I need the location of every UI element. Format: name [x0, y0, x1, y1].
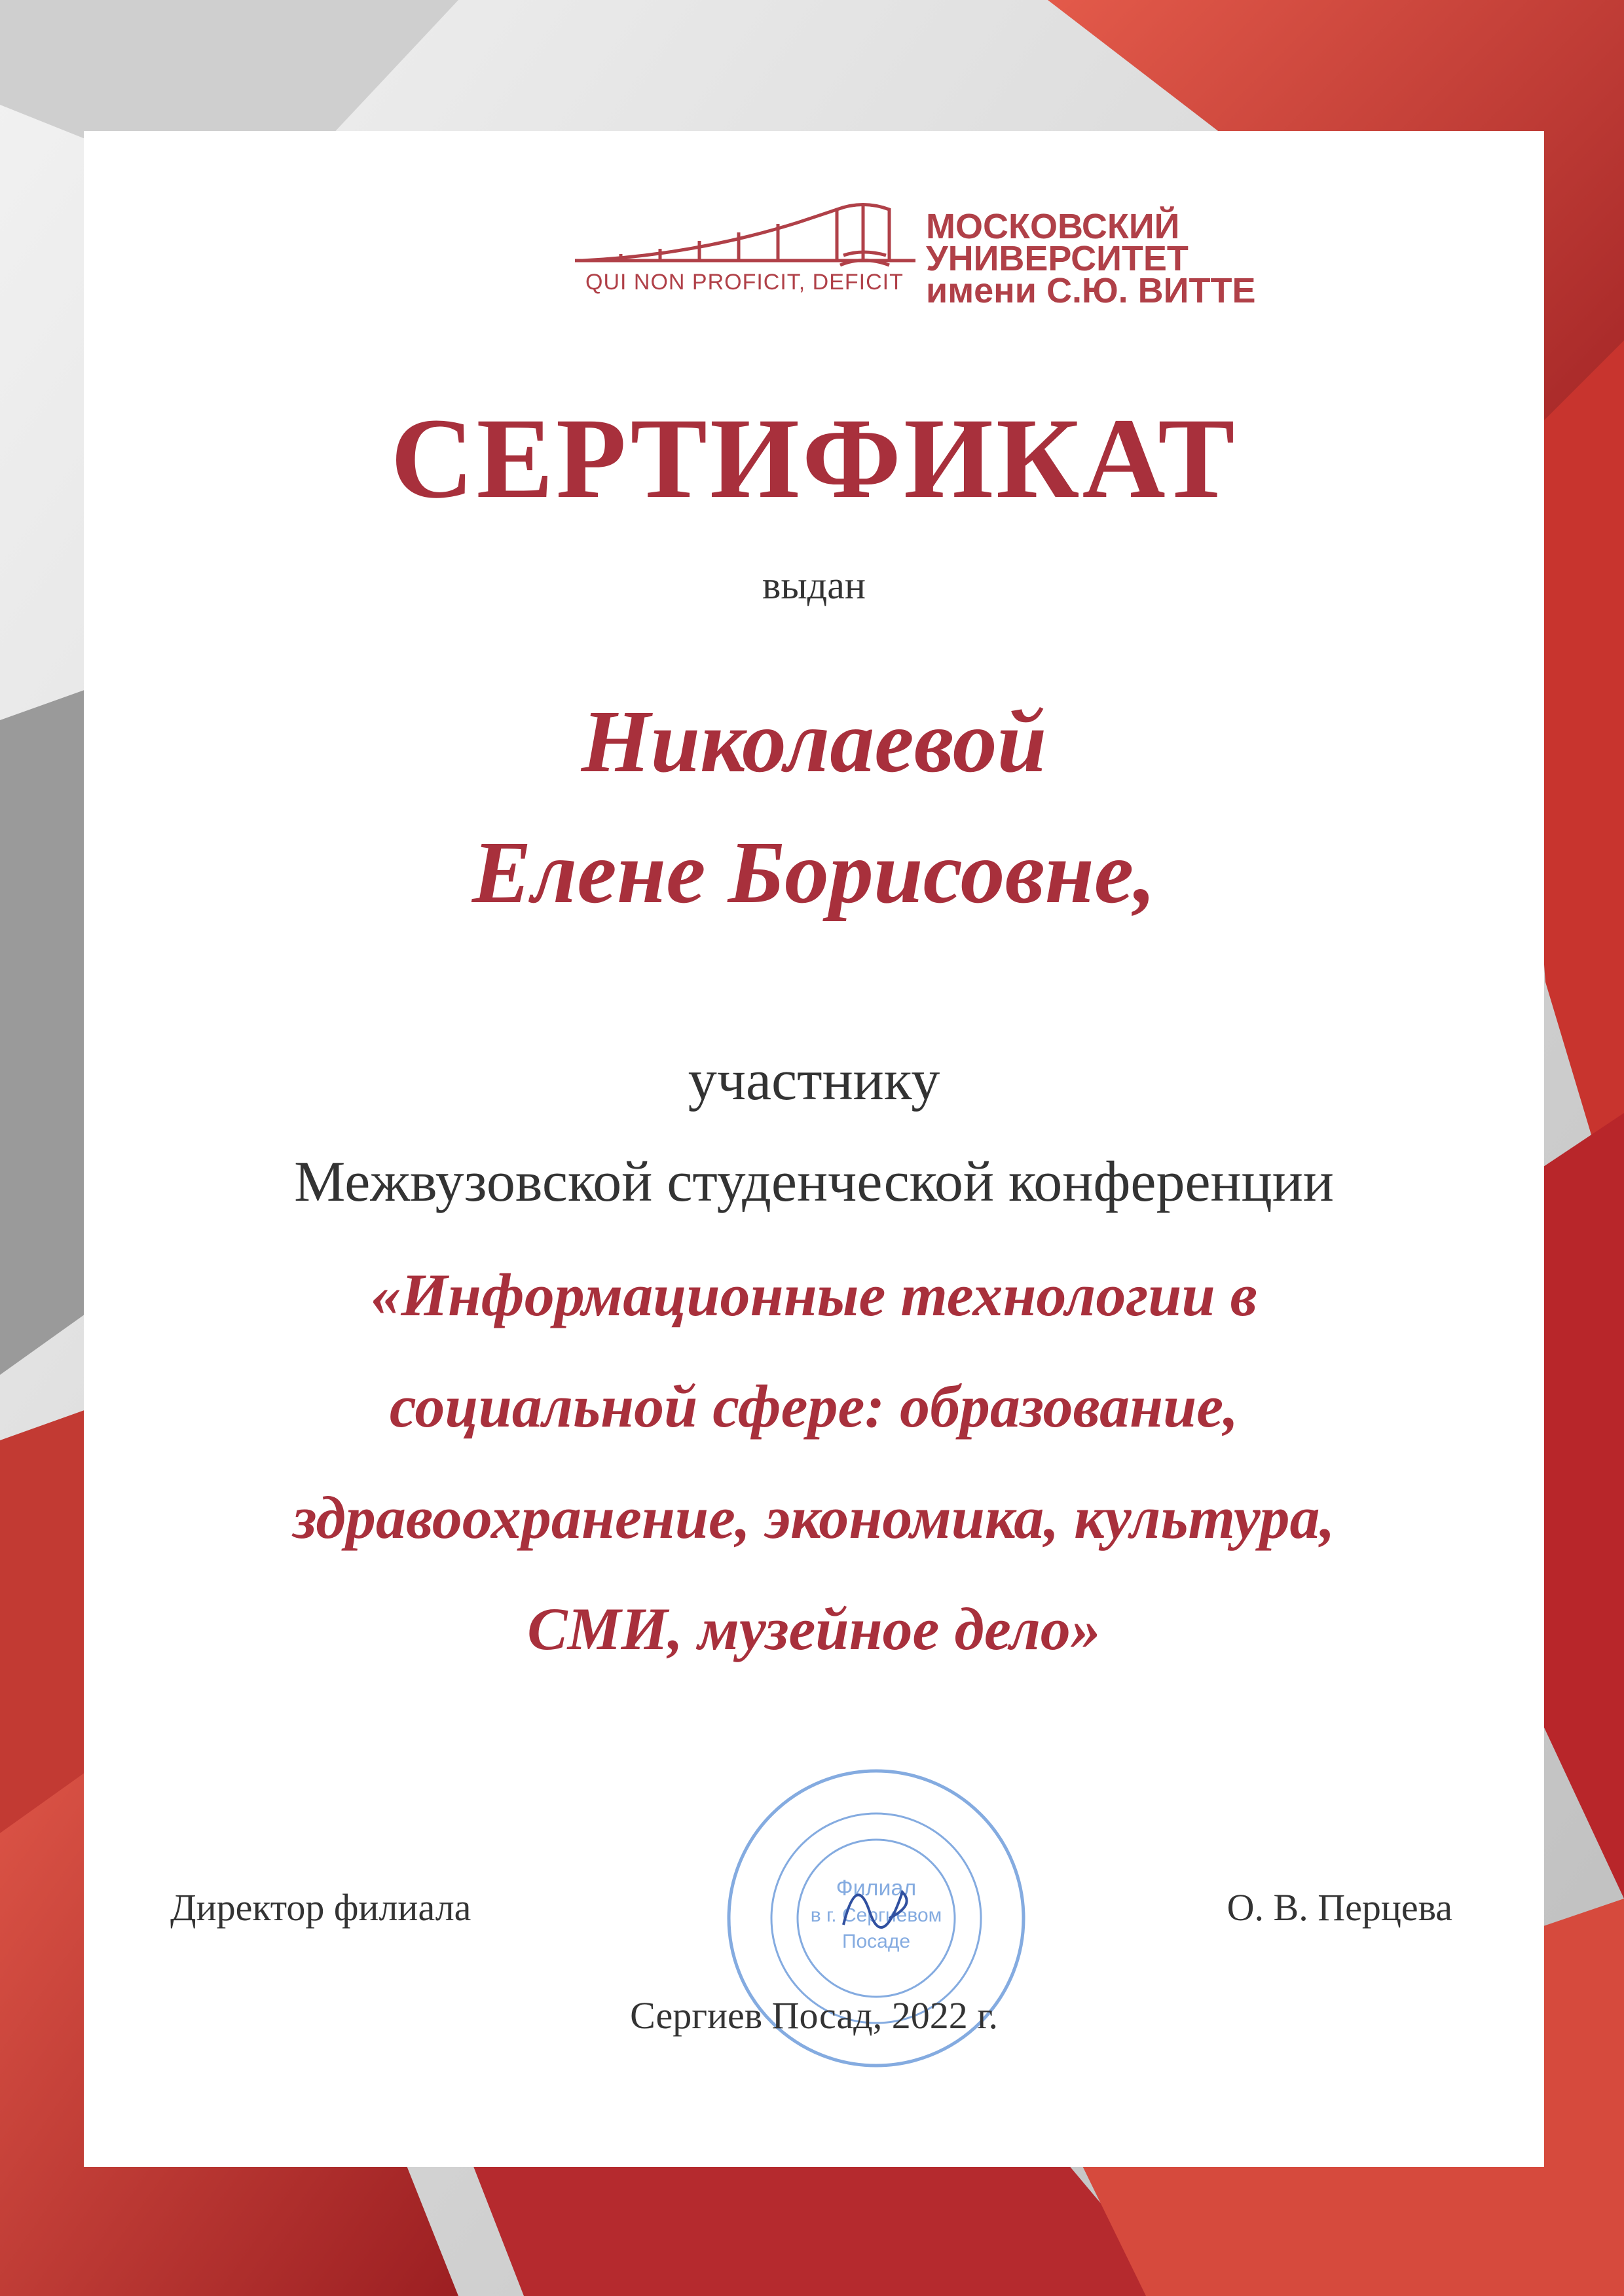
topic-line-4: СМИ, музейное дело»: [527, 1595, 1101, 1662]
topic-line-3: здравоохранение, экономика, культура,: [293, 1484, 1335, 1551]
event-name: Межвузовской студенческой конференции: [294, 1150, 1334, 1214]
stamp-center-line-1: Филиал: [836, 1876, 917, 1901]
topic-line-2: социальной сфере: образование,: [389, 1373, 1239, 1440]
stamp-center-line-2: в г. Сергиевом: [810, 1904, 942, 1926]
logo-motto: QUI NON PROFICIT, DEFICIT: [585, 270, 904, 295]
recipient-given-names: Елене Борисовне,: [471, 824, 1156, 922]
logo-name-line-2: УНИВЕРСИТЕТ: [926, 239, 1189, 278]
place-and-date: Сергиев Посад, 2022 г.: [630, 1994, 998, 2037]
logo-university-name: [926, 207, 1256, 310]
university-logo: [496, 170, 1256, 321]
issued-label: выдан: [762, 564, 866, 607]
topic-line-1: «Информационные технологии в: [371, 1262, 1257, 1328]
certificate-title: СЕРТИФИКАТ: [390, 395, 1238, 522]
recipient-role: участнику: [688, 1049, 940, 1112]
logo-name-line-1: МОСКОВСКИЙ: [926, 207, 1180, 246]
stamp-center-line-3: Посаде: [841, 1931, 911, 1952]
certificate-panel: [84, 131, 1544, 2167]
signatory-name: О. В. Перцева: [1227, 1886, 1452, 1929]
signatory-position: Директор филиала: [170, 1886, 471, 1929]
logo-name-line-3: имени С.Ю. ВИТТЕ: [926, 271, 1256, 310]
recipient-surname: Николаевой: [581, 693, 1047, 791]
